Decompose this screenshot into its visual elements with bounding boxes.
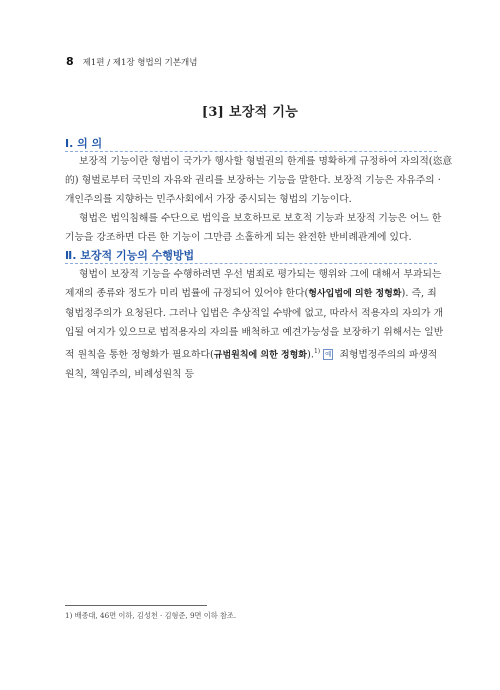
text-line: 기능을 강조하면 다른 한 기능이 그만큼 소홀하게 되는 완전한 반비례관계에 있다. (65, 232, 412, 243)
example-badge: 예 (325, 350, 332, 359)
text-line: 형법은 법익침해를 수단으로 법익을 보호하므로 보호적 기능과 보장적 기능은 어느 한 (79, 213, 442, 224)
text-run: 죄형법정주의의 파생적 (336, 349, 438, 361)
emphasis-text: 규범원칙에 의한 정형화 (213, 350, 307, 361)
heading-method: Ⅱ. 보장적 기능의 수행방법 (65, 249, 195, 262)
footnote-divider (65, 605, 207, 606)
emphasis-text: 형사입법에 의한 정형화 (308, 289, 402, 299)
text-line: 형법이 보장적 기능을 수행하려면 우선 범죄로 평가되는 행위와 그에 대해서 부과되는 (79, 269, 442, 280)
text-run: ). 즉, 죄 (401, 288, 437, 299)
text-line: 입될 여지가 있으므로 법적용자의 자의를 배척하고 예견가능성을 보장하기 위해서는 일반 (65, 327, 444, 338)
text-line: 원칙, 책임주의, 비례성원칙 등 (65, 369, 195, 381)
text-line (65, 342, 436, 365)
heading-significance: Ⅰ. 의 의 (65, 137, 103, 150)
paragraph-method (65, 265, 444, 384)
text-run: ). (307, 349, 314, 361)
text-line: 개인주의를 지향하는 민주사회에서 가장 중시되는 형법의 기능이다. (65, 194, 352, 205)
breadcrumb: 제1편 / 제1장 형법의 기본개념 (82, 58, 198, 68)
text-run: 제재의 종류와 정도가 미리 법률에 규정되어 있어야 한다( (65, 288, 309, 299)
text-line: 的) 형벌로부터 국민의 자유와 권리를 보장하는 기능을 말한다. 보장적 기능은 자유주의 · (65, 175, 441, 186)
footnote: 1) 배종대, 46면 이하, 김성천 · 김형준, 9면 이하 참조. (65, 611, 237, 620)
text-line (65, 284, 436, 304)
section-title: [3] 보장적 기능 (201, 105, 299, 120)
page-header (66, 55, 197, 68)
footnote-ref[interactable]: 1) (313, 348, 321, 355)
text-line: 형법정주의가 요청된다. 그러나 입법은 추상적일 수밖에 없고, 따라서 적용자의 자의가 개 (65, 308, 444, 319)
page-number: 8 (66, 55, 74, 68)
text-run: 적 원칙을 통한 정형화가 필요하다( (65, 349, 214, 361)
paragraph-significance (65, 152, 453, 247)
text-line: 보장적 기능이란 형법이 국가가 행사할 형벌권의 한계를 명확하게 규정하여 자의적(恣意 (79, 156, 453, 167)
heading-divider (65, 263, 437, 264)
